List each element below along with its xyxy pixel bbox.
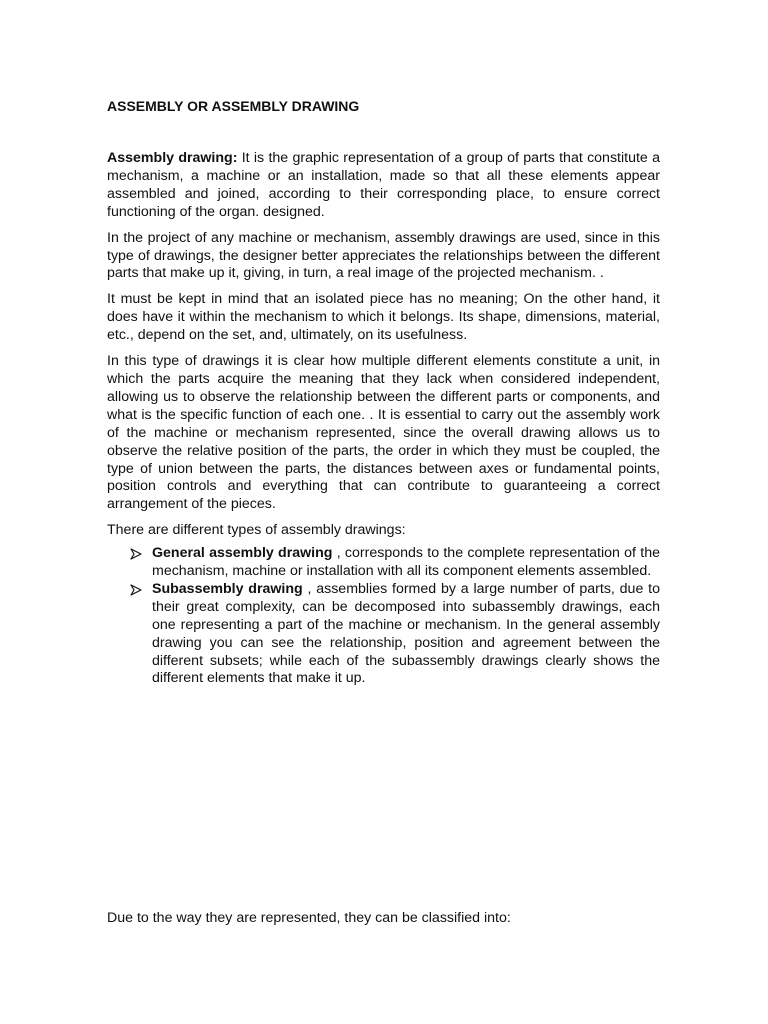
document-title: ASSEMBLY OR ASSEMBLY DRAWING <box>107 98 360 114</box>
general-assembly-text: , corresponds to the complete representation of the mechanism, machine or installation with all its component elements assembled. <box>152 545 660 580</box>
types-list <box>107 545 660 688</box>
definition-text: It is the graphic representation of a group of parts that constitute a mechanism, a machine or an installation, made so that all these elements appear assembled and joined, according to their corresponding place, to ensure correct functioning of the organ. designed. <box>107 150 660 220</box>
closing-text: Due to the way they are represented, they can be classified into: <box>107 910 511 926</box>
paragraph-unit: In this type of drawings it is clear how multiple different elements constitute a unit, in which the parts acquire the meaning that they lack when considered independent, allowing us to observe the relationship between the different parts or components, and what is the specific function of each one. . It is essential to carry out the assembly work of the machine or mechanism represented, since the overall drawing allows us to observe the relative position of the parts, the order in which they must be coupled, the type of union between the parts, the distances between axes or fundamental points, position controls and everything that can contribute to guaranteeing a correct arrangement of the pieces. <box>107 353 660 513</box>
paragraph-project: In the project of any machine or mechanism, assembly drawings are used, since in this type of drawings, the designer better appreciates the relationships between the different parts that make up it, giving, in turn, a real image of the projected mechanism. . <box>107 229 660 282</box>
subassembly-text: , assemblies formed by a large number of parts, due to their great complexity, can be decomposed into subassembly drawings, each one representing a part of the machine or mechanism. In the general assembly drawing you can see the relationship, position and agreement between the different subsets; while each of the subassembly drawings clearly shows the different elements that make it up. <box>152 580 660 687</box>
definition-paragraph <box>107 150 660 222</box>
document-page <box>107 0 660 1024</box>
list-item-general-assembly <box>107 545 660 581</box>
definition-term: Assembly drawing: <box>107 150 238 166</box>
arrow-bullet-icon <box>130 584 142 596</box>
subassembly-term: Subassembly drawing <box>152 580 303 597</box>
general-assembly-term: General assembly drawing <box>152 545 333 562</box>
document-body <box>107 150 660 688</box>
arrow-bullet-icon <box>130 548 142 560</box>
types-intro: There are different types of assembly drawings: <box>107 522 406 539</box>
list-item-subassembly <box>107 581 660 688</box>
paragraph-isolated-piece: It must be kept in mind that an isolated piece has no meaning; On the other hand, it does have it within the mechanism to which it belongs. Its shape, dimensions, material, etc., depend on the set, and, ultimately, on its usefulness. <box>107 291 660 344</box>
